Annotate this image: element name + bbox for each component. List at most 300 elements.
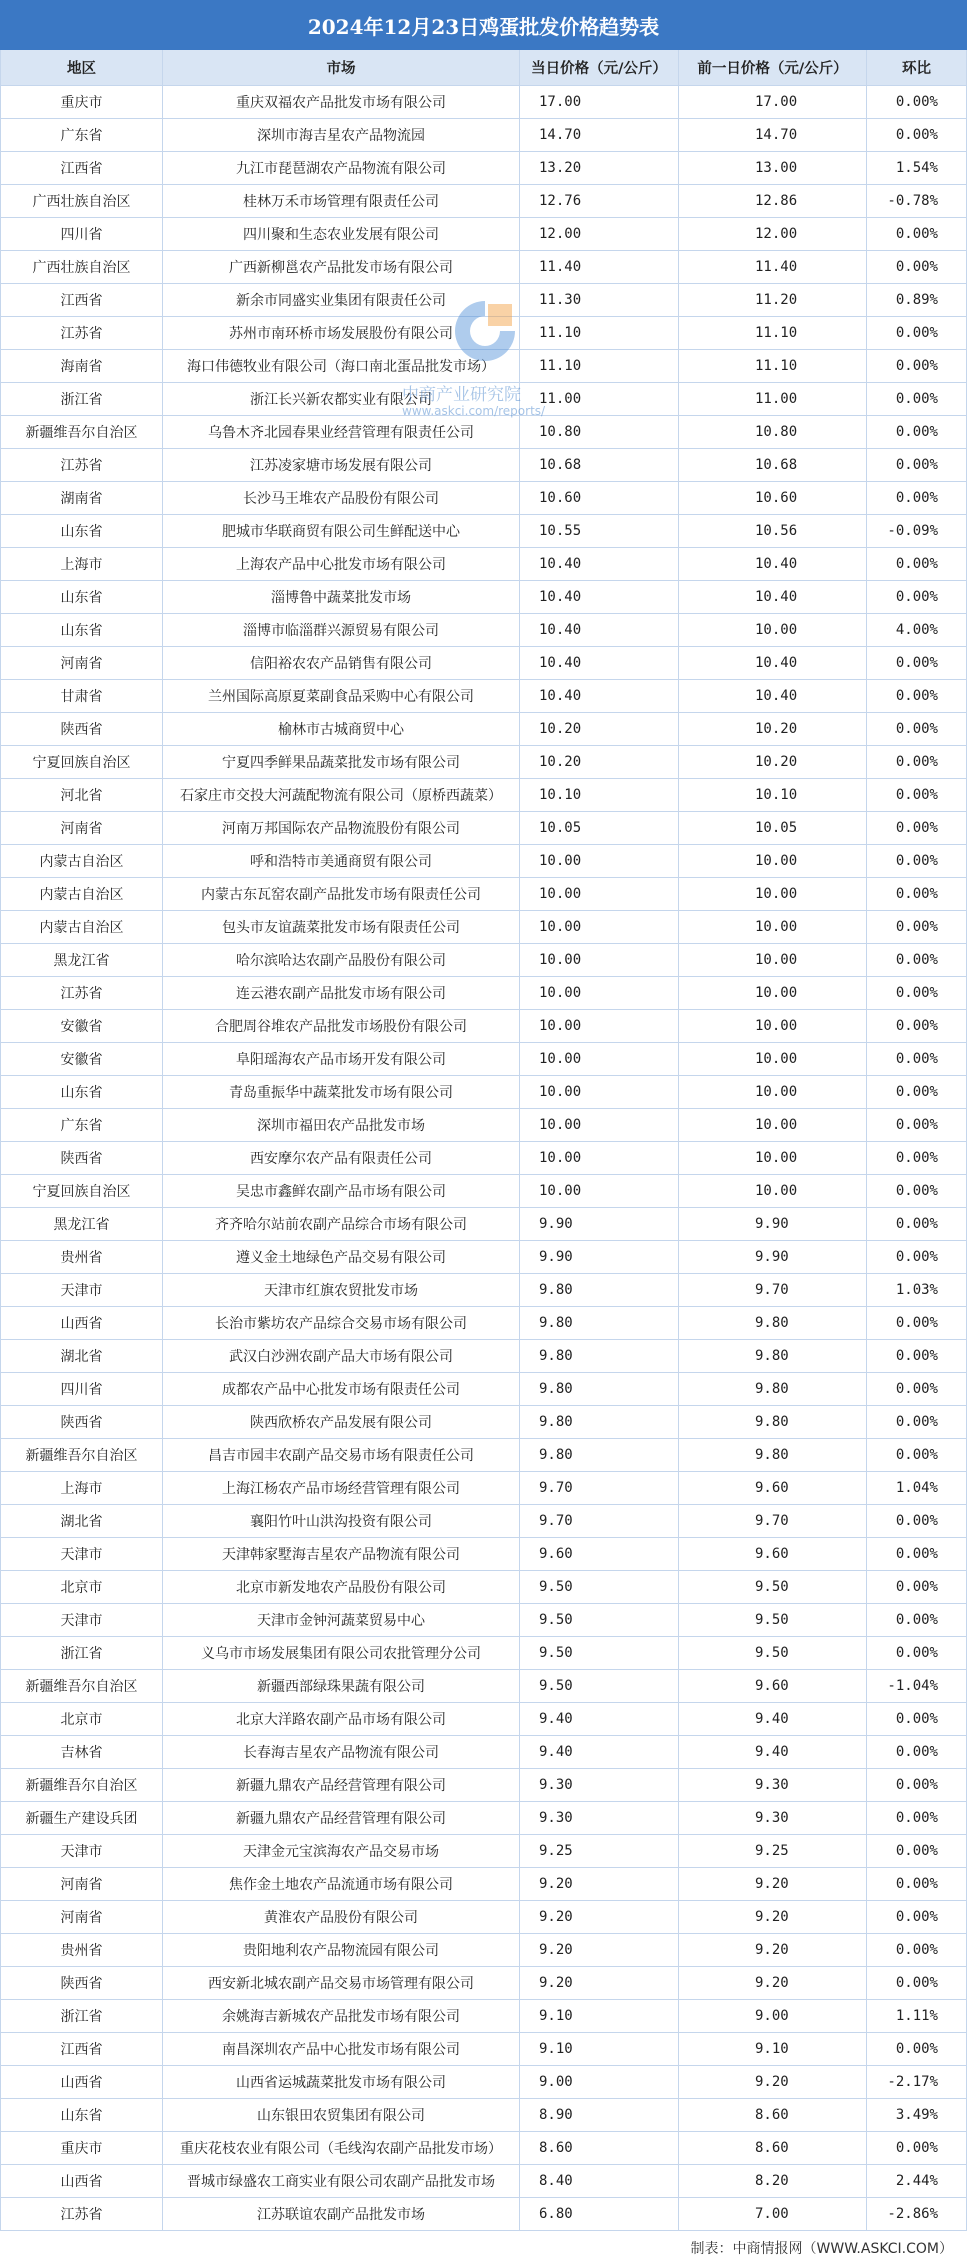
change-cell: 0.00% [867,2033,967,2065]
change-cell: 0.00% [867,1703,967,1735]
change-cell: 1.04% [867,1472,967,1504]
change-cell: 0.00% [867,1835,967,1867]
table-row [0,680,967,713]
today-price-cell: 11.10 [520,317,679,349]
change-cell: 0.00% [867,1901,967,1933]
market-cell: 榆林市古城商贸中心 [163,713,520,745]
prev-price-cell: 9.00 [679,2000,867,2032]
region-cell: 上海市 [0,1472,163,1504]
market-cell: 成都农产品中心批发市场有限责任公司 [163,1373,520,1405]
table-row [0,1241,967,1274]
today-price-cell: 10.00 [520,977,679,1009]
change-cell: 0.00% [867,317,967,349]
region-cell: 四川省 [0,1373,163,1405]
today-price-cell: 9.30 [520,1802,679,1834]
region-cell: 山西省 [0,2066,163,2098]
today-price-cell: 9.20 [520,1967,679,1999]
prev-price-cell: 12.00 [679,218,867,250]
table-row [0,845,967,878]
table-row [0,2066,967,2099]
change-cell: 0.00% [867,1208,967,1240]
change-cell: 0.00% [867,1175,967,1207]
change-cell: 0.00% [867,779,967,811]
table-row [0,1769,967,1802]
prev-price-cell: 9.20 [679,1967,867,1999]
table-row [0,1175,967,1208]
change-cell: 2.44% [867,2165,967,2197]
prev-price-cell: 9.90 [679,1208,867,1240]
prev-price-cell: 9.50 [679,1637,867,1669]
market-cell: 南昌深圳农产品中心批发市场有限公司 [163,2033,520,2065]
today-price-cell: 10.20 [520,713,679,745]
table-row [0,1043,967,1076]
change-cell: 0.00% [867,1142,967,1174]
table-row [0,1901,967,1934]
today-price-cell: 9.20 [520,1934,679,1966]
market-cell: 焦作金土地农产品流通市场有限公司 [163,1868,520,1900]
market-cell: 上海江杨农产品市场经营管理有限公司 [163,1472,520,1504]
change-cell: 0.00% [867,878,967,910]
table-row [0,482,967,515]
today-price-cell: 10.20 [520,746,679,778]
region-cell: 安徽省 [0,1010,163,1042]
table-row [0,944,967,977]
table-row [0,713,967,746]
market-cell: 长沙马王堆农产品股份有限公司 [163,482,520,514]
region-cell: 山西省 [0,2165,163,2197]
table-row [0,1604,967,1637]
region-cell: 宁夏回族自治区 [0,746,163,778]
table-row [0,2198,967,2231]
today-price-cell: 11.00 [520,383,679,415]
market-cell: 新疆九鼎农产品经营管理有限公司 [163,1769,520,1801]
prev-price-cell: 11.20 [679,284,867,316]
market-cell: 海口伟德牧业有限公司（海口南北蛋品批发市场） [163,350,520,382]
change-cell: 0.00% [867,944,967,976]
market-cell: 连云港农副产品批发市场有限公司 [163,977,520,1009]
market-cell: 长治市紫坊农产品综合交易市场有限公司 [163,1307,520,1339]
table-row [0,1142,967,1175]
market-cell: 襄阳竹叶山洪沟投资有限公司 [163,1505,520,1537]
prev-price-cell: 13.00 [679,152,867,184]
change-cell: 0.00% [867,1109,967,1141]
table-row [0,2033,967,2066]
market-cell: 合肥周谷堆农产品批发市场股份有限公司 [163,1010,520,1042]
today-price-cell: 9.30 [520,1769,679,1801]
change-cell: 0.00% [867,713,967,745]
table-row [0,1439,967,1472]
change-cell: 0.00% [867,218,967,250]
change-cell: 0.00% [867,251,967,283]
prev-price-cell: 9.80 [679,1340,867,1372]
today-price-cell: 10.00 [520,1175,679,1207]
table-row [0,779,967,812]
region-cell: 山东省 [0,515,163,547]
today-price-cell: 12.76 [520,185,679,217]
table-row [0,86,967,119]
region-cell: 山西省 [0,1307,163,1339]
region-cell: 江西省 [0,152,163,184]
region-cell: 重庆市 [0,2132,163,2164]
prev-price-cell: 10.00 [679,1076,867,1108]
today-price-cell: 9.70 [520,1472,679,1504]
table-row [0,2132,967,2165]
table-row [0,1934,967,1967]
today-price-cell: 9.00 [520,2066,679,2098]
table-row [0,1307,967,1340]
change-cell: 3.49% [867,2099,967,2131]
region-cell: 天津市 [0,1538,163,1570]
change-cell: 1.54% [867,152,967,184]
change-cell: -0.09% [867,515,967,547]
today-price-cell: 9.70 [520,1505,679,1537]
change-cell: 0.00% [867,548,967,580]
change-cell: 0.00% [867,1010,967,1042]
today-price-cell: 9.50 [520,1604,679,1636]
change-cell: 0.00% [867,1340,967,1372]
region-cell: 吉林省 [0,1736,163,1768]
region-cell: 四川省 [0,218,163,250]
today-price-cell: 11.40 [520,251,679,283]
market-cell: 西安新北城农副产品交易市场管理有限公司 [163,1967,520,1999]
change-cell: 0.00% [867,449,967,481]
market-cell: 内蒙古东瓦窑农副产品批发市场有限责任公司 [163,878,520,910]
change-cell: -2.17% [867,2066,967,2098]
market-cell: 新疆九鼎农产品经营管理有限公司 [163,1802,520,1834]
table-row [0,1670,967,1703]
prev-price-cell: 9.60 [679,1670,867,1702]
market-cell: 青岛重振华中蔬菜批发市场有限公司 [163,1076,520,1108]
table-row [0,218,967,251]
table-row [0,1076,967,1109]
change-cell: 0.00% [867,383,967,415]
market-cell: 肥城市华联商贸有限公司生鲜配送中心 [163,515,520,547]
market-cell: 四川聚和生态农业发展有限公司 [163,218,520,250]
market-cell: 阜阳瑶海农产品市场开发有限公司 [163,1043,520,1075]
prev-price-cell: 10.00 [679,1043,867,1075]
change-cell: 0.00% [867,350,967,382]
region-cell: 内蒙古自治区 [0,911,163,943]
today-price-cell: 10.00 [520,1010,679,1042]
market-cell: 包头市友谊蔬菜批发市场有限责任公司 [163,911,520,943]
region-cell: 天津市 [0,1604,163,1636]
table-row [0,1406,967,1439]
prev-price-cell: 10.40 [679,581,867,613]
prev-price-cell: 10.00 [679,614,867,646]
table-row [0,647,967,680]
table-row [0,317,967,350]
change-cell: 0.89% [867,284,967,316]
region-cell: 上海市 [0,548,163,580]
today-price-cell: 10.00 [520,944,679,976]
table-row [0,812,967,845]
table-row [0,416,967,449]
today-price-cell: 10.10 [520,779,679,811]
market-cell: 西安摩尔农产品有限责任公司 [163,1142,520,1174]
prev-price-cell: 10.00 [679,878,867,910]
table-row [0,1802,967,1835]
region-cell: 广西壮族自治区 [0,251,163,283]
region-cell: 陕西省 [0,1406,163,1438]
change-cell: -2.86% [867,2198,967,2230]
today-price-cell: 8.90 [520,2099,679,2131]
change-cell: 0.00% [867,911,967,943]
region-cell: 贵州省 [0,1934,163,1966]
today-price-cell: 14.70 [520,119,679,151]
market-cell: 淄博市临淄群兴源贸易有限公司 [163,614,520,646]
region-cell: 山东省 [0,1076,163,1108]
today-price-cell: 10.00 [520,911,679,943]
table-row [0,1472,967,1505]
region-cell: 江苏省 [0,2198,163,2230]
table-row [0,1109,967,1142]
today-price-cell: 10.40 [520,614,679,646]
change-cell: 0.00% [867,86,967,118]
region-cell: 新疆维吾尔自治区 [0,1670,163,1702]
prev-price-cell: 10.00 [679,1010,867,1042]
table-row [0,1571,967,1604]
change-cell: 0.00% [867,482,967,514]
region-cell: 河北省 [0,779,163,811]
change-cell: 0.00% [867,1373,967,1405]
prev-price-cell: 9.60 [679,1538,867,1570]
prev-price-cell: 10.00 [679,845,867,877]
today-price-cell: 9.20 [520,1868,679,1900]
today-price-cell: 9.80 [520,1373,679,1405]
today-price-cell: 11.10 [520,350,679,382]
market-cell: 黄淮农产品股份有限公司 [163,1901,520,1933]
today-price-cell: 10.40 [520,647,679,679]
change-cell: 0.00% [867,845,967,877]
today-price-cell: 10.40 [520,548,679,580]
today-price-cell: 9.50 [520,1571,679,1603]
market-cell: 九江市琵琶湖农产品物流有限公司 [163,152,520,184]
table-row [0,1868,967,1901]
change-cell: 0.00% [867,1571,967,1603]
prev-price-cell: 10.20 [679,713,867,745]
change-cell: 0.00% [867,1406,967,1438]
today-price-cell: 10.60 [520,482,679,514]
change-cell: 0.00% [867,680,967,712]
prev-price-cell: 9.20 [679,1868,867,1900]
region-cell: 广东省 [0,1109,163,1141]
prev-price-cell: 11.00 [679,383,867,415]
region-cell: 山东省 [0,614,163,646]
market-cell: 齐齐哈尔站前农副产品综合市场有限公司 [163,1208,520,1240]
today-price-cell: 10.00 [520,878,679,910]
region-cell: 山东省 [0,2099,163,2131]
prev-price-cell: 10.80 [679,416,867,448]
region-cell: 江西省 [0,284,163,316]
market-cell: 山东银田农贸集团有限公司 [163,2099,520,2131]
table-row [0,284,967,317]
market-cell: 桂林万禾市场管理有限责任公司 [163,185,520,217]
market-cell: 深圳市福田农产品批发市场 [163,1109,520,1141]
region-cell: 河南省 [0,812,163,844]
region-cell: 广东省 [0,119,163,151]
market-cell: 新疆西部绿珠果蔬有限公司 [163,1670,520,1702]
change-cell: 0.00% [867,581,967,613]
today-price-cell: 9.80 [520,1307,679,1339]
prev-price-cell: 9.60 [679,1472,867,1504]
today-price-cell: 9.80 [520,1406,679,1438]
change-cell: 0.00% [867,1967,967,1999]
market-cell: 义乌市市场发展集团有限公司农批管理分公司 [163,1637,520,1669]
market-cell: 吴忠市鑫鲜农副产品市场有限公司 [163,1175,520,1207]
today-price-cell: 10.80 [520,416,679,448]
market-cell: 浙江长兴新农都实业有限公司 [163,383,520,415]
market-cell: 天津韩家墅海吉星农产品物流有限公司 [163,1538,520,1570]
market-cell: 江苏凌家塘市场发展有限公司 [163,449,520,481]
watermark-url: www.askci.com/reports/ [402,404,546,418]
prev-price-cell: 12.86 [679,185,867,217]
market-cell: 山西省运城蔬菜批发市场有限公司 [163,2066,520,2098]
region-cell: 江苏省 [0,449,163,481]
region-cell: 江西省 [0,2033,163,2065]
today-price-cell: 9.90 [520,1208,679,1240]
region-cell: 北京市 [0,1703,163,1735]
table-row [0,614,967,647]
change-cell: 0.00% [867,647,967,679]
today-price-cell: 10.05 [520,812,679,844]
table-row [0,1703,967,1736]
table-row [0,581,967,614]
change-cell: 0.00% [867,1043,967,1075]
today-price-cell: 9.50 [520,1670,679,1702]
prev-price-cell: 8.60 [679,2099,867,2131]
prev-price-cell: 9.20 [679,2066,867,2098]
header-change: 环比 [867,50,967,85]
market-cell: 天津市红旗农贸批发市场 [163,1274,520,1306]
market-cell: 呼和浩特市美通商贸有限公司 [163,845,520,877]
table-header-row [0,50,967,86]
table-row [0,152,967,185]
market-cell: 新余市同盛实业集团有限责任公司 [163,284,520,316]
prev-price-cell: 9.20 [679,1934,867,1966]
region-cell: 北京市 [0,1571,163,1603]
market-cell: 重庆花枝农业有限公司（毛线沟农副产品批发市场） [163,2132,520,2164]
change-cell: 0.00% [867,1307,967,1339]
header-today-price: 当日价格（元/公斤） [520,50,679,85]
market-cell: 贵阳地利农产品物流园有限公司 [163,1934,520,1966]
today-price-cell: 6.80 [520,2198,679,2230]
market-cell: 深圳市海吉星农产品物流园 [163,119,520,151]
prev-price-cell: 9.70 [679,1274,867,1306]
change-cell: 1.03% [867,1274,967,1306]
region-cell: 陕西省 [0,713,163,745]
prev-price-cell: 10.40 [679,647,867,679]
table-row [0,119,967,152]
prev-price-cell: 10.40 [679,548,867,580]
table-row [0,2165,967,2198]
market-cell: 北京市新发地农产品股份有限公司 [163,1571,520,1603]
prev-price-cell: 9.70 [679,1505,867,1537]
region-cell: 天津市 [0,1835,163,1867]
region-cell: 海南省 [0,350,163,382]
table-row [0,185,967,218]
region-cell: 内蒙古自治区 [0,845,163,877]
prev-price-cell: 9.20 [679,1901,867,1933]
today-price-cell: 9.50 [520,1637,679,1669]
table-body [0,86,967,2231]
market-cell: 晋城市绿盛农工商实业有限公司农副产品批发市场 [163,2165,520,2197]
region-cell: 安徽省 [0,1043,163,1075]
prev-price-cell: 9.25 [679,1835,867,1867]
change-cell: 0.00% [867,1637,967,1669]
change-cell: 0.00% [867,1076,967,1108]
region-cell: 河南省 [0,1901,163,1933]
prev-price-cell: 10.00 [679,1142,867,1174]
table-row [0,1340,967,1373]
prev-price-cell: 8.20 [679,2165,867,2197]
change-cell: 0.00% [867,1505,967,1537]
region-cell: 新疆生产建设兵团 [0,1802,163,1834]
prev-price-cell: 9.10 [679,2033,867,2065]
region-cell: 河南省 [0,1868,163,1900]
market-cell: 重庆双福农产品批发市场有限公司 [163,86,520,118]
market-cell: 天津市金钟河蔬菜贸易中心 [163,1604,520,1636]
change-cell: 0.00% [867,812,967,844]
region-cell: 黑龙江省 [0,944,163,976]
today-price-cell: 10.40 [520,680,679,712]
market-cell: 河南万邦国际农产品物流股份有限公司 [163,812,520,844]
table-row [0,1835,967,1868]
table-row [0,1736,967,1769]
table-row [0,2099,967,2132]
today-price-cell: 10.55 [520,515,679,547]
header-market: 市场 [163,50,520,85]
region-cell: 浙江省 [0,2000,163,2032]
prev-price-cell: 17.00 [679,86,867,118]
table-row [0,1505,967,1538]
change-cell: 0.00% [867,977,967,1009]
today-price-cell: 9.80 [520,1439,679,1471]
prev-price-cell: 10.00 [679,977,867,1009]
prev-price-cell: 10.56 [679,515,867,547]
today-price-cell: 9.80 [520,1340,679,1372]
region-cell: 重庆市 [0,86,163,118]
table-row [0,977,967,1010]
today-price-cell: 9.25 [520,1835,679,1867]
table-row [0,251,967,284]
change-cell: 0.00% [867,1769,967,1801]
today-price-cell: 9.20 [520,1901,679,1933]
region-cell: 甘肃省 [0,680,163,712]
change-cell: -1.04% [867,1670,967,1702]
region-cell: 宁夏回族自治区 [0,1175,163,1207]
today-price-cell: 17.00 [520,86,679,118]
change-cell: 0.00% [867,119,967,151]
region-cell: 江苏省 [0,317,163,349]
today-price-cell: 9.40 [520,1736,679,1768]
prev-price-cell: 9.40 [679,1703,867,1735]
change-cell: 0.00% [867,1802,967,1834]
change-cell: 0.00% [867,1241,967,1273]
market-cell: 兰州国际高原夏菜副食品采购中心有限公司 [163,680,520,712]
change-cell: -0.78% [867,185,967,217]
table-row [0,548,967,581]
table-row [0,746,967,779]
price-table [0,50,967,2231]
market-cell: 宁夏四季鲜果品蔬菜批发市场有限公司 [163,746,520,778]
region-cell: 湖北省 [0,1505,163,1537]
today-price-cell: 13.20 [520,152,679,184]
market-cell: 武汉白沙洲农副产品大市场有限公司 [163,1340,520,1372]
prev-price-cell: 9.80 [679,1406,867,1438]
change-cell: 0.00% [867,416,967,448]
table-row [0,1274,967,1307]
table-row [0,350,967,383]
